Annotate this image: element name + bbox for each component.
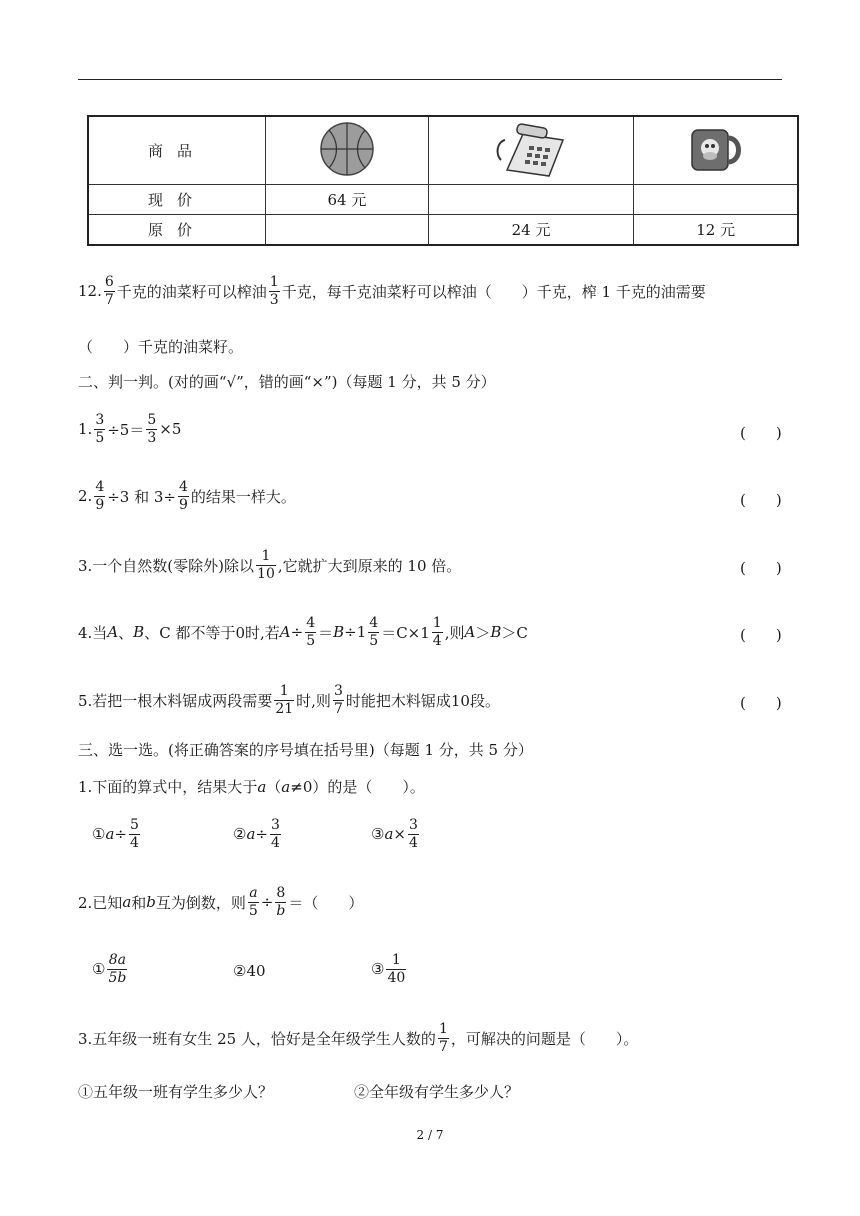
fraction: $\frac{1}{10}$ [257,548,275,582]
row-label-goods: 商品 [88,116,266,185]
current-price-cell [428,185,634,215]
fraction: $\frac{1}{7}$ [438,1021,448,1055]
fraction: $\frac{3}{5}$ [95,412,105,446]
section-2-title: 二、判一判。(对的画“√”，错的画“×”)（每题 1 分，共 5 分） [78,373,496,391]
judge-item-5: 5.若把一根木料锯成两段需要 $\frac{1}{21}$ 时,则 $\frac{3}{7}$ 时能把木料锯成10段。 [78,683,500,717]
fraction: $\frac{8}{b}$ [276,885,286,919]
fraction: $\frac{1}{21}$ [275,683,294,717]
row-label-current-price: 现价 [88,185,266,215]
fraction: $\frac{a}{5}$ [248,885,258,919]
choice-option-1[interactable]: ① a ÷ $\frac{5}{4}$ [92,817,139,851]
price-table [87,115,799,246]
answer-blank[interactable]: ( ) [740,694,782,712]
fraction: $\frac{3}{4}$ [408,817,418,851]
product-cell-telephone [428,116,634,185]
fraction: $\frac{5}{4}$ [129,817,139,851]
fraction: $\frac{5}{3}$ [147,412,157,446]
fraction: $\frac{1}{4}$ [432,615,442,649]
judge-item-1: 1. $\frac{3}{5}$ ÷5＝ $\frac{5}{3}$ ×5 [78,412,182,446]
choice-option-3[interactable]: ③ a × $\frac{3}{4}$ [371,817,418,851]
current-price-cell [634,185,798,215]
original-price-cell [266,215,429,246]
answer-blank[interactable]: ( ) [740,424,782,442]
product-cell-mug [634,116,798,185]
original-price-cell: 12 元 [634,215,798,246]
answer-blank[interactable]: ( ) [740,626,782,644]
header-rule [78,79,782,80]
fraction: $\frac{3}{4}$ [270,817,280,851]
choice-option-2[interactable]: ② 40 [233,962,266,980]
answer-blank[interactable]: ( ) [740,559,782,577]
fraction: $\frac{4}{5}$ [369,615,379,649]
telephone-icon [493,120,569,178]
choice-option-2[interactable]: ②全年级有学生多少人？ [354,1083,520,1101]
basketball-icon [317,120,377,178]
page-number: 2 / 7 [416,1128,444,1142]
choice-option-3[interactable]: ③ $\frac{1}{40}$ [371,952,406,986]
judge-item-2: 2. $\frac{4}{9}$ ÷3 和 3÷ $\frac{4}{9}$ 的结果一样大。 [78,479,296,513]
choice-option-1[interactable]: ①五年级一班有学生多少人？ [78,1083,274,1101]
fraction: $\frac{8a}{5b}$ [108,952,127,986]
judge-item-4: 4.当 A 、 B 、C 都不等于0时,若 A ÷ $\frac{4}{5}$ ＝ B ÷1 $\frac{4}{5}$ ＝C×1 $\frac{1}{4}$ ,则 A ＞ B ＞C [78,615,528,649]
fraction: $\frac{1}{3}$ [269,274,279,308]
judge-item-3: 3.一个自然数(零除外)除以 $\frac{1}{10}$ ,它就扩大到原来的 10 倍。 [78,548,462,582]
fraction: $\frac{6}{7}$ [104,274,114,308]
fraction: $\frac{4}{5}$ [306,615,316,649]
choice-question-2: 2.已知 a 和 b 互为倒数，则 $\frac{a}{5}$ ÷ $\frac{8}{b}$ ＝（ ） [78,885,364,919]
current-price-cell: 64 元 [266,185,429,215]
question-12-line-2: （ ）千克的油菜籽。 [78,338,244,356]
fraction: $\frac{4}{9}$ [95,479,105,513]
fraction: $\frac{4}{9}$ [179,479,188,513]
product-cell-basketball [266,116,429,185]
fraction: $\frac{3}{7}$ [333,683,343,717]
question-12: 12. $\frac{6}{7}$ 千克的油菜籽可以榨油 $\frac{1}{3}$ 千克，每千克油菜籽可以榨油（ ）千克，榨 1 千克的油需要 [78,274,706,308]
choice-question-1: 1.下面的算式中，结果大于 a （ a ≠0）的是（ ）。 [78,777,425,796]
fraction: $\frac{1}{40}$ [387,952,406,986]
answer-blank[interactable]: ( ) [740,491,782,509]
row-label-original-price: 原价 [88,215,266,246]
choice-option-1[interactable]: ① $\frac{8a}{5b}$ [92,952,127,986]
choice-option-2[interactable]: ② a ÷ $\frac{3}{4}$ [233,817,280,851]
original-price-cell: 24 元 [428,215,634,246]
mug-icon [686,124,746,174]
section-3-title: 三、选一选。(将正确答案的序号填在括号里)（每题 1 分，共 5 分） [78,741,533,759]
choice-question-3: 3.五年级一班有女生 25 人，恰好是全年级学生人数的 $\frac{1}{7}$ ，可解决的问题是（ ）。 [78,1021,639,1055]
